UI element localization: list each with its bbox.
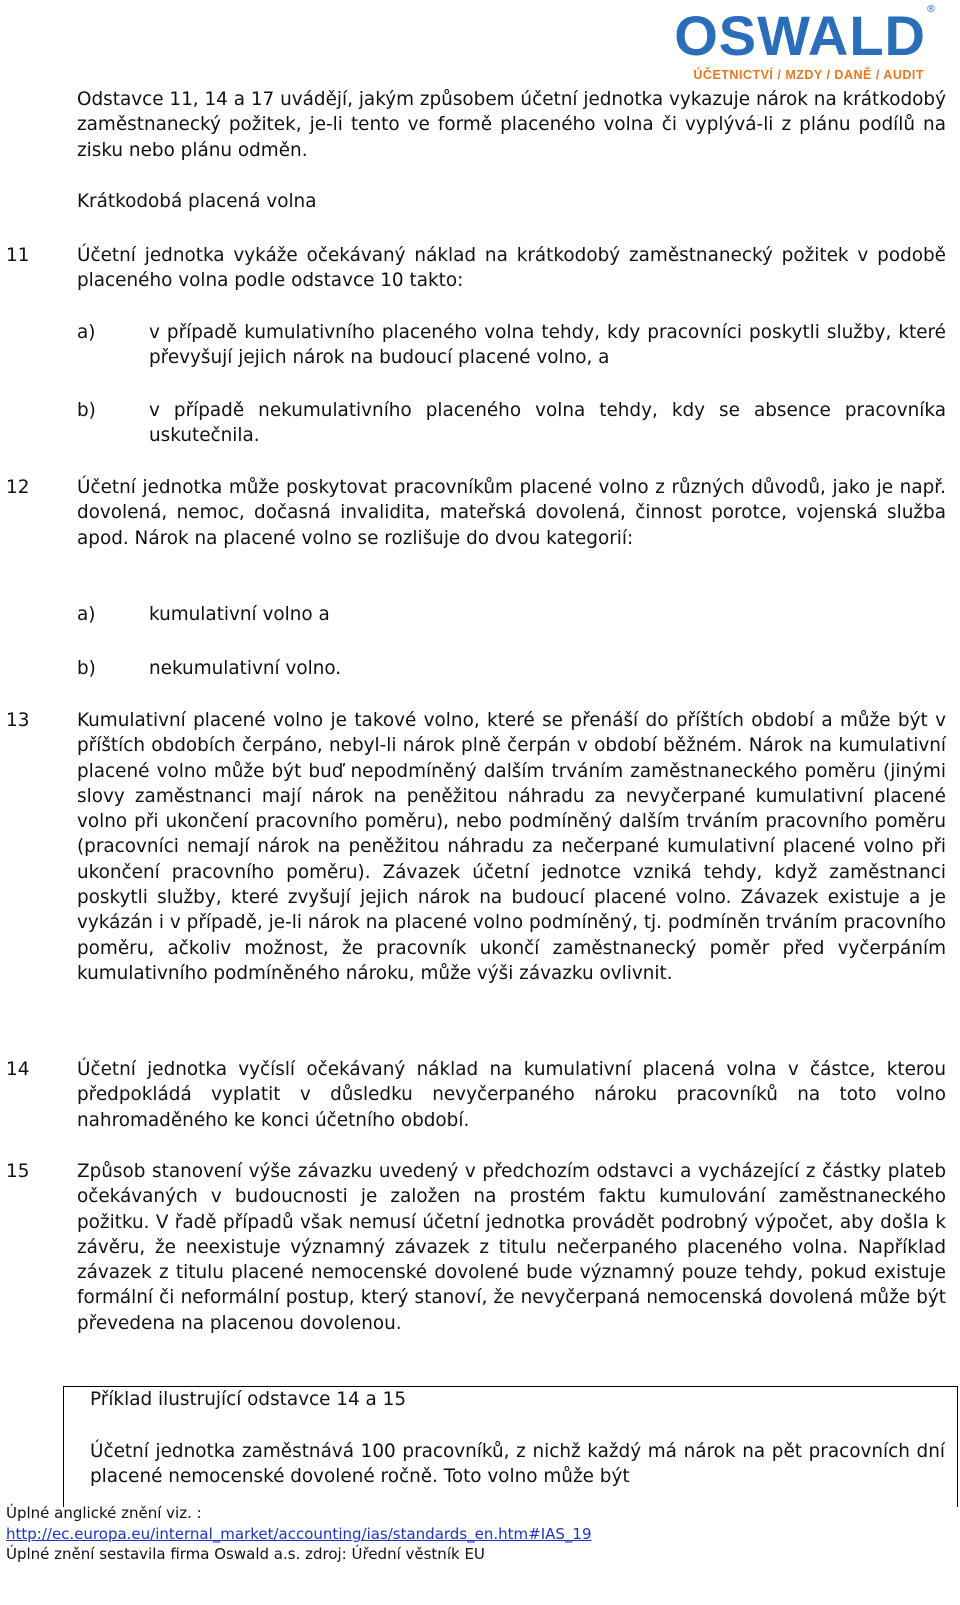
paragraph-number-12: 12	[6, 477, 30, 498]
paragraph-13-text: Kumulativní placené volno je takové volno, které se přenáší do příštích období a může být v příštích obdobích čerpáno, nebyl-li nárok plně čerpán v období běžném. Nárok na kumulativní placené volno může být buď nepodmíněný dalším trváním zaměstnaneckého poměru (jinými slovy zaměstnanci mají nárok na peněžitou náhradu za nevyčerpané kumulativní placené volno při ukončení pracovního poměru), nebo podmíněný dalším trváním pracovního poměru (pracovníci nemají nárok na peněžitou náhradu za nečerpané kumulativní placené volno při ukončení pracovního poměru). Závazek účetní jednotce vzniká tehdy, když zaměstnanci poskytli služby, které zvyšují jejich nárok na budoucí placené volno. Závazek existuje a je vykázán i v případě, je-li nárok na placené volno podmíněný, tj. podmíněn trváním pracovního poměru, ačkoliv možnost, že pracovník ukončí zaměstnanecký poměr před vyčerpáním kumulativního podmíněného nároku, může výši závazku ovlivnit.	[77, 710, 946, 984]
paragraph-number-15: 15	[6, 1161, 30, 1182]
footer-source-label: Úplné anglické znění viz. :	[6, 1504, 202, 1522]
logo-wordmark: OSWALD	[674, 4, 926, 67]
footer-link-line	[6, 1524, 592, 1544]
ias-standards-link[interactable]: http://ec.europa.eu/internal_market/accounting/ias/standards_en.htm#IAS_19	[6, 1525, 592, 1543]
logo-tagline: ÚČETNICTVÍ / MZDY / DANĚ / AUDIT	[693, 68, 924, 82]
example-text: Účetní jednotka zaměstnává 100 pracovníků, z nichž každý má nárok na pět pracovních dní placené nemocenské dovolené ročně. Toto volno může být	[90, 1441, 945, 1488]
paragraph-14-text: Účetní jednotka vyčíslí očekávaný náklad na kumulativní placená volna v částce, kterou předpokládá vyplatit v důsledku nevyčerpaného nároku pracovníků na toto volno nahromaděného ke konci účetního období.	[77, 1059, 946, 1131]
example-title: Příklad ilustrující odstavce 14 a 15	[90, 1389, 407, 1410]
footer-compiled-by: Úplné znění sestavila firma Oswald a.s. zdroj: Úřední věstník EU	[6, 1545, 485, 1563]
list-label-a: a)	[77, 322, 96, 343]
example-box	[63, 1386, 958, 1507]
list-label-b: b)	[77, 400, 96, 421]
section-heading: Krátkodobá placená volna	[77, 191, 317, 212]
list-item-b-text: v případě nekumulativního placeného volna tehdy, kdy se absence pracovníka uskutečnila.	[149, 400, 946, 447]
paragraph-number-14: 14	[6, 1059, 30, 1080]
list-label-b: b)	[77, 658, 96, 679]
oswald-logo	[676, 4, 936, 86]
intro-paragraph: Odstavce 11, 14 a 17 uvádějí, jakým způsobem účetní jednotka vykazuje nárok na krátkodobý zaměstnanecký požitek, je-li tento ve formě placeného volna či vyplývá-li z plánu podílů na zisku nebo plánu odměn.	[77, 89, 946, 161]
paragraph-11-text: Účetní jednotka vykáže očekávaný náklad na krátkodobý zaměstnanecký požitek v podobě placeného volna podle odstavce 10 takto:	[77, 245, 946, 292]
paragraph-15-text: Způsob stanovení výše závazku uvedený v předchozím odstavci a vycházející z částky plateb očekávaných v budoucnosti je založen na prostém faktu kumulování zaměstnaneckého požitku. V řadě případů však nemusí účetní jednotka provádět podrobný výpočet, aby došla k závěru, že neexistuje významný závazek z titulu nečerpaného placeného volna. Například závazek z titulu placené nemocenské dovolené bude významný pouze tehdy, pokud existuje formální či neformální postup, který stanoví, že nevyčerpaná nemocenská dovolená může být převedena na placenou dovolenou.	[77, 1161, 946, 1334]
list-item-b-text: nekumulativní volno.	[149, 658, 342, 679]
paragraph-number-13: 13	[6, 710, 30, 731]
list-label-a: a)	[77, 604, 96, 625]
registered-mark: ®	[926, 4, 936, 15]
paragraph-12-text: Účetní jednotka může poskytovat pracovníkům placené volno z různých důvodů, jako je např. dovolená, nemoc, dočasná invalidita, mateřská dovolená, činnost porotce, vojenská služba apod. Nárok na placené volno se rozlišuje do dvou kategorií:	[77, 477, 946, 549]
paragraph-number-11: 11	[6, 245, 30, 266]
list-item-a-text: kumulativní volno a	[149, 604, 330, 625]
list-item-a-text: v případě kumulativního placeného volna tehdy, kdy pracovníci poskytli služby, které převyšují jejich nárok na budoucí placené volno, a	[149, 322, 946, 369]
